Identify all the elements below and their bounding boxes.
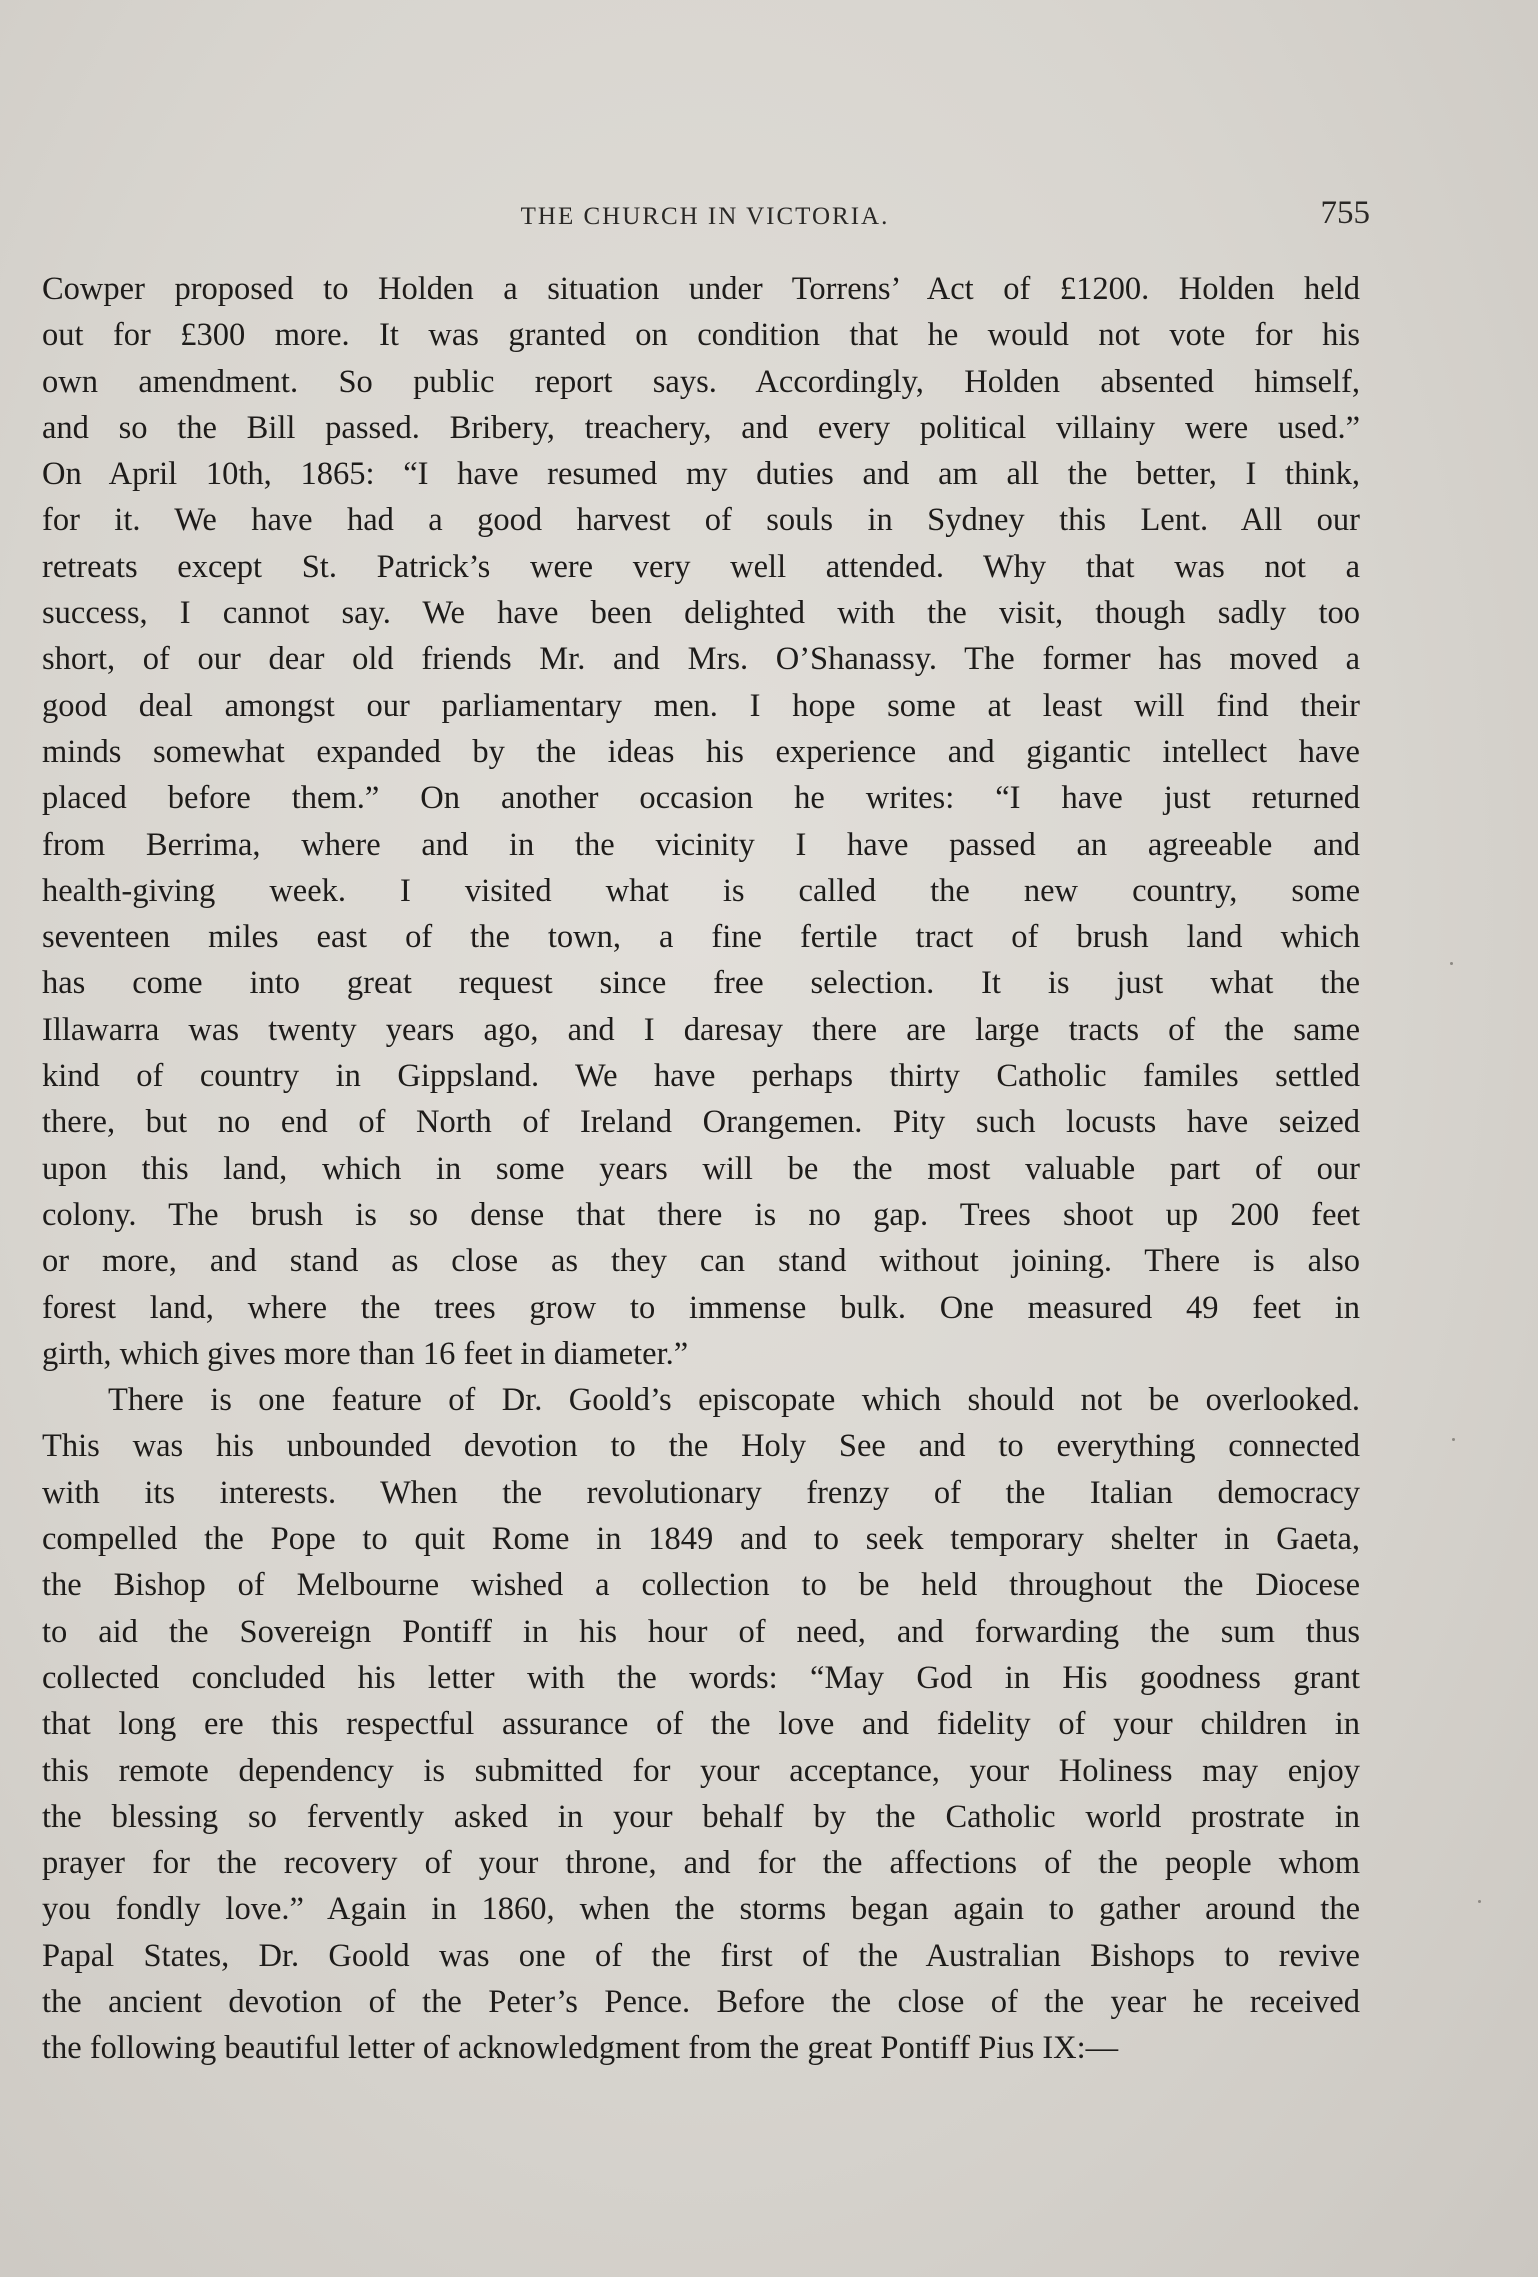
text-line: On April 10th, 1865: “I have resumed my duties and am all the better, I think, [42,456,1360,493]
text-line: placed before them.” On another occasion he writes: “I have just returned [42,780,1360,817]
paper-speck [1478,1900,1481,1903]
text-line: good deal amongst our parliamentary men. I hope some at least will find their [42,687,1360,724]
text-line: there, but no end of North of Ireland Orangemen. Pity such locusts have seized [42,1104,1360,1141]
text-line: the blessing so fervently asked in your behalf by the Catholic world prostrate in [42,1798,1360,1835]
text-line: This was his unbounded devotion to the Holy See and to everything connected [42,1428,1360,1465]
text-line: the ancient devotion of the Peter’s Pence. Before the close of the year he received [42,1983,1360,2020]
text-line: from Berrima, where and in the vicinity I have passed an agreeable and [42,826,1360,863]
text-line: own amendment. So public report says. Accordingly, Holden absented himself, [42,363,1360,400]
text-line: colony. The brush is so dense that there is no gap. Trees shoot up 200 feet [42,1196,1360,1233]
text-line: that long ere this respectful assurance of the love and fidelity of your children in [42,1706,1360,1743]
text-line: health-giving week. I visited what is called the new country, some [42,872,1360,909]
text-line: seventeen miles east of the town, a fine fertile tract of brush land which [42,919,1360,956]
text-line: There is one feature of Dr. Goold’s episcopate which should not be overlooked. [108,1382,1360,1419]
text-line: success, I cannot say. We have been delighted with the visit, though sadly too [42,595,1360,632]
running-title: THE CHURCH IN VICTORIA. [520,203,890,230]
text-line: out for £300 more. It was granted on condition that he would not vote for his [42,317,1360,354]
text-line: or more, and stand as close as they can stand without joining. There is also [42,1243,1360,1280]
text-line: has come into great request since free selection. It is just what the [42,965,1360,1002]
text-line: kind of country in Gippsland. We have perhaps thirty Catholic familes settled [42,1058,1360,1095]
paragraph [42,266,1360,1377]
text-line: prayer for the recovery of your throne, and for the affections of the people whom [42,1845,1360,1882]
running-head [40,195,1370,243]
text-line: forest land, where the trees grow to immense bulk. One measured 49 feet in [42,1289,1360,1326]
text-line: minds somewhat expanded by the ideas his experience and gigantic intellect have [42,733,1360,770]
text-line: Cowper proposed to Holden a situation under Torrens’ Act of £1200. Holden held [42,271,1360,307]
text-line: retreats except St. Patrick’s were very well attended. Why that was not a [42,548,1360,585]
text-line: collected concluded his letter with the words: “May God in His goodness grant [42,1659,1360,1696]
text-line: the following beautiful letter of acknowledgment from the great Pontiff Pius IX:— [42,2030,1119,2067]
text-line: you fondly love.” Again in 1860, when the storms began again to gather around the [42,1891,1360,1928]
text-line: the Bishop of Melbourne wished a collection to be held throughout the Diocese [42,1567,1360,1604]
paper-speck [1452,1438,1455,1441]
text-line: short, of our dear old friends Mr. and Mrs. O’Shanassy. The former has moved a [42,641,1360,678]
text-line: and so the Bill passed. Bribery, treachery, and every political villainy were used.” [42,409,1360,446]
page-number: 755 [1320,195,1370,231]
text-line: Papal States, Dr. Goold was one of the first of the Australian Bishops to revive [42,1937,1360,1974]
text-line: to aid the Sovereign Pontiff in his hour of need, and forwarding the sum thus [42,1613,1360,1650]
text-line: upon this land, which in some years will be the most valuable part of our [42,1150,1360,1187]
body-text [42,266,1360,2072]
text-line: girth, which gives more than 16 feet in diameter.” [42,1335,689,1372]
text-line: for it. We have had a good harvest of souls in Sydney this Lent. All our [42,502,1360,539]
paragraph [42,1377,1360,2071]
text-line: compelled the Pope to quit Rome in 1849 and to seek temporary shelter in Gaeta, [42,1521,1360,1558]
paper-speck [1450,962,1453,965]
text-line: this remote dependency is submitted for your acceptance, your Holiness may enjoy [42,1752,1360,1789]
text-line: Illawarra was twenty years ago, and I daresay there are large tracts of the same [42,1011,1360,1048]
text-line: with its interests. When the revolutionary frenzy of the Italian democracy [42,1474,1360,1511]
